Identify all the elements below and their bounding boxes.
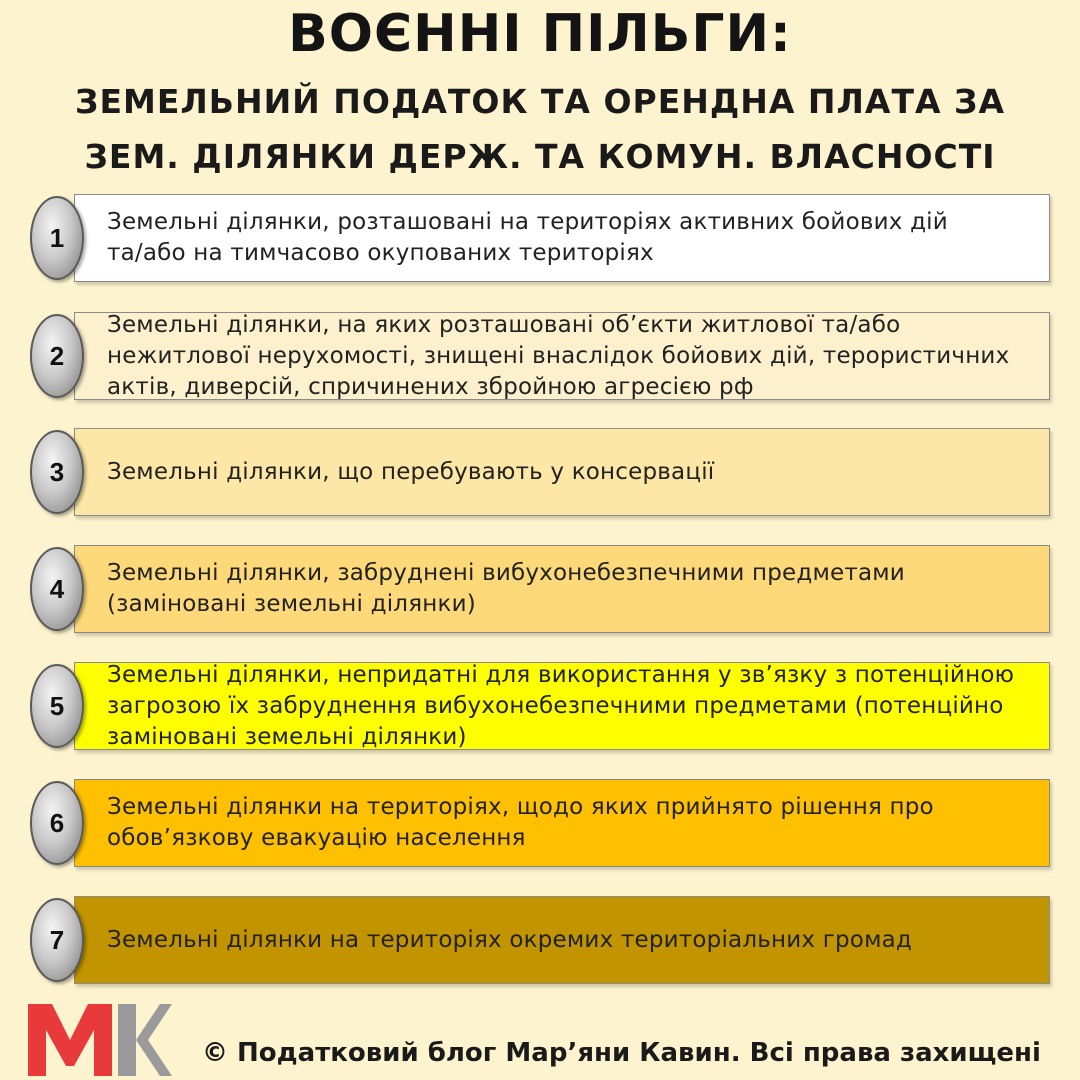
benefit-item-text-line: заміновані земельні ділянки) — [107, 723, 467, 750]
number-badge-label: 7 — [49, 924, 65, 955]
benefit-item-text — [107, 925, 912, 956]
number-badge — [30, 898, 84, 982]
benefit-item-text-line: (заміновані земельні ділянки) — [107, 591, 476, 617]
benefit-item-text-line: Земельні ділянки, забруднені вибухонебезпечними предметами — [107, 560, 905, 586]
benefit-item-text — [107, 660, 1014, 753]
number-badge-label: 3 — [49, 456, 65, 487]
benefit-item-box — [74, 428, 1050, 516]
benefit-item-7 — [0, 894, 1080, 990]
number-badge — [30, 196, 84, 280]
benefit-item-box — [74, 896, 1050, 984]
number-badge — [30, 781, 84, 865]
benefit-item-box — [74, 194, 1050, 282]
page-subtitle-line-2: ЗЕМ. ДІЛЯНКИ ДЕРЖ. ТА КОМУН. ВЛАСНОСТІ — [84, 137, 996, 176]
benefit-item-text-line: актів, диверсій, спричинених збройною агресією рф — [107, 373, 754, 400]
number-badge — [30, 547, 84, 631]
number-badge-label: 6 — [49, 807, 65, 838]
benefit-item-3 — [0, 426, 1080, 522]
number-badge-label: 2 — [49, 340, 65, 371]
benefit-item-text-line: Земельні ділянки, на яких розташовані об’єкти житлової та/або — [107, 311, 901, 338]
number-badge-label: 1 — [49, 222, 65, 253]
number-badge — [30, 664, 84, 748]
benefit-item-text-line: Земельні ділянки, розташовані на територіях активних бойових дій — [107, 209, 948, 235]
logo-letter-m — [28, 1004, 112, 1076]
mk-logo — [22, 1000, 172, 1078]
benefit-item-text — [107, 558, 905, 620]
benefit-item-text-line: Земельні ділянки, що перебувають у консервації — [107, 458, 715, 485]
benefit-item-box — [74, 779, 1050, 867]
number-badge-label: 5 — [49, 690, 65, 721]
benefit-item-box — [74, 545, 1050, 633]
benefit-item-6 — [0, 777, 1080, 873]
benefit-item-text — [107, 457, 714, 488]
number-badge — [30, 314, 84, 398]
benefit-item-box — [74, 662, 1050, 750]
benefit-item-text — [107, 310, 1009, 403]
page-title: ВОЄННІ ПІЛЬГИ: — [288, 4, 792, 64]
benefit-item-text-line: обов’язкову евакуацію населення — [107, 825, 526, 851]
page-subtitle-line-1: ЗЕМЕЛЬНИЙ ПОДАТОК ТА ОРЕНДНА ПЛАТА ЗА — [75, 82, 1005, 121]
benefit-item-text-line: Земельні ділянки, непридатні для використання у зв’язку з потенційною — [107, 661, 1015, 688]
benefit-item-text — [107, 792, 934, 854]
benefit-item-text — [107, 207, 948, 269]
benefit-item-text-line: загрозою їх забруднення вибухонебезпечними предметами (потенційно — [107, 692, 1004, 719]
benefit-item-text-line: Земельні ділянки на територіях окремих територіальних громад — [107, 926, 913, 953]
benefit-item-text-line: та/або на тимчасово окупованих територіях — [107, 240, 654, 266]
benefit-item-2 — [0, 310, 1080, 406]
number-badge-label: 4 — [49, 573, 65, 604]
benefit-item-box — [74, 312, 1050, 400]
benefit-item-1 — [0, 192, 1080, 288]
benefit-item-text-line: нежитлової нерухомості, знищені внаслідок бойових дій, терористичних — [107, 342, 1010, 369]
copyright-footer: © Податковий блог Мар’яни Кавин. Всі права захищені — [202, 1038, 1041, 1068]
logo-letter-k — [118, 1004, 172, 1076]
benefit-item-text-line: Земельні ділянки на територіях, щодо яких прийнято рішення про — [107, 794, 934, 820]
number-badge — [30, 430, 84, 514]
benefit-item-5 — [0, 660, 1080, 756]
benefit-item-4 — [0, 543, 1080, 639]
